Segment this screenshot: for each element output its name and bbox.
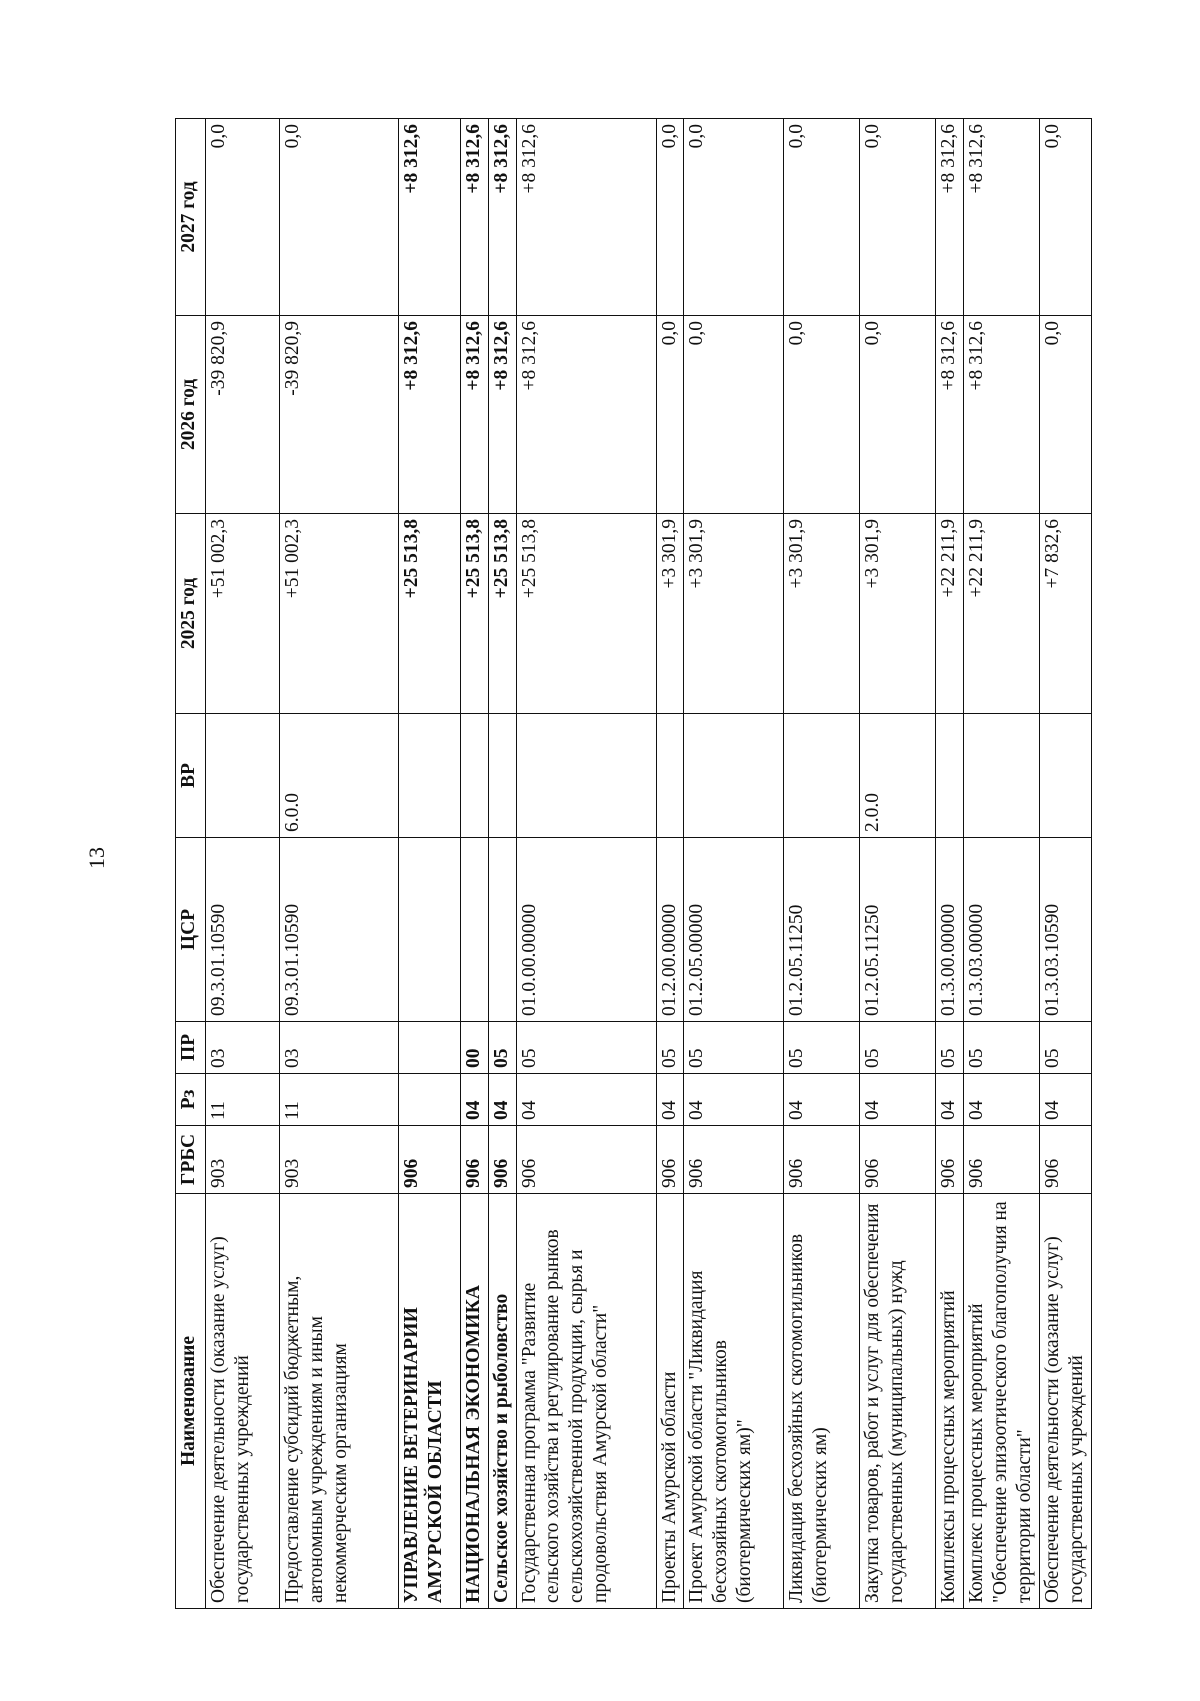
cell-vr [206, 714, 280, 838]
cell-grbs: 903 [206, 1126, 280, 1194]
cell-pr: 03 [280, 1022, 399, 1074]
table-row [860, 119, 936, 1609]
table-row [656, 119, 684, 1609]
cell-name: Комплексы процессных мероприятий [936, 1194, 964, 1609]
cell-2026: -39 820,9 [206, 316, 280, 514]
cell-csr: 09.3.01.10590 [280, 838, 399, 1022]
cell-2026: +8 312,6 [516, 316, 656, 514]
cell-csr [399, 838, 461, 1022]
table-row [399, 119, 461, 1609]
cell-name: Проекты Амурской области [656, 1194, 684, 1609]
cell-2027: 0,0 [656, 119, 684, 316]
table-row [206, 119, 280, 1609]
cell-pr: 05 [684, 1022, 784, 1074]
cell-2027: +8 312,6 [488, 119, 516, 316]
cell-name: Сельское хозяйство и рыболовство [488, 1194, 516, 1609]
cell-name: Ликвидация бесхозяйных скотомогильников (биотермических ям) [784, 1194, 860, 1609]
cell-grbs: 906 [516, 1126, 656, 1194]
cell-name: Обеспечение деятельности (оказание услуг) государственных учреждений [206, 1194, 280, 1609]
cell-2026: 0,0 [860, 316, 936, 514]
cell-grbs: 906 [656, 1126, 684, 1194]
cell-vr [516, 714, 656, 838]
table-row [461, 119, 489, 1609]
cell-rz: 04 [684, 1074, 784, 1126]
cell-2027: 0,0 [1040, 119, 1092, 316]
cell-csr: 01.2.05.00000 [684, 838, 784, 1022]
cell-rz: 04 [964, 1074, 1040, 1126]
header-vr: ВР [176, 714, 206, 838]
cell-csr: 01.0.00.00000 [516, 838, 656, 1022]
cell-rz: 11 [206, 1074, 280, 1126]
cell-2025: +3 301,9 [860, 514, 936, 714]
cell-2026: +8 312,6 [964, 316, 1040, 514]
cell-grbs: 906 [1040, 1126, 1092, 1194]
cell-pr: 05 [1040, 1022, 1092, 1074]
cell-pr: 03 [206, 1022, 280, 1074]
cell-2025: +51 002,3 [206, 514, 280, 714]
cell-name: УПРАВЛЕНИЕ ВЕТЕРИНАРИИ АМУРСКОЙ ОБЛАСТИ [399, 1194, 461, 1609]
cell-vr [964, 714, 1040, 838]
table-row [516, 119, 656, 1609]
header-name: Наименование [176, 1194, 206, 1609]
cell-rz: 04 [860, 1074, 936, 1126]
cell-2027: 0,0 [784, 119, 860, 316]
cell-name: Закупка товаров, работ и услуг для обеспечения государственных (муниципальных) нужд [860, 1194, 936, 1609]
cell-grbs: 906 [936, 1126, 964, 1194]
cell-2027: +8 312,6 [964, 119, 1040, 316]
cell-pr [399, 1022, 461, 1074]
cell-2025: +25 513,8 [488, 514, 516, 714]
header-csr: ЦСР [176, 838, 206, 1022]
cell-pr: 05 [964, 1022, 1040, 1074]
cell-2027: +8 312,6 [399, 119, 461, 316]
cell-2025: +22 211,9 [964, 514, 1040, 714]
budget-table [175, 118, 1092, 1609]
header-2026: 2026 год [176, 316, 206, 514]
cell-csr: 01.3.03.00000 [964, 838, 1040, 1022]
table-row [964, 119, 1040, 1609]
cell-rz: 04 [784, 1074, 860, 1126]
cell-2025: +3 301,9 [784, 514, 860, 714]
cell-pr: 05 [860, 1022, 936, 1074]
cell-2025: +3 301,9 [684, 514, 784, 714]
cell-pr: 05 [488, 1022, 516, 1074]
cell-grbs: 903 [280, 1126, 399, 1194]
cell-2026: +8 312,6 [461, 316, 489, 514]
cell-csr: 01.2.00.00000 [656, 838, 684, 1022]
cell-rz: 04 [488, 1074, 516, 1126]
cell-2027: 0,0 [206, 119, 280, 316]
cell-vr [1040, 714, 1092, 838]
cell-pr: 05 [656, 1022, 684, 1074]
header-grbs: ГРБС [176, 1126, 206, 1194]
table-row [684, 119, 784, 1609]
cell-csr: 01.2.05.11250 [860, 838, 936, 1022]
cell-pr: 05 [784, 1022, 860, 1074]
cell-pr: 00 [461, 1022, 489, 1074]
cell-2025: +22 211,9 [936, 514, 964, 714]
cell-2025: +25 513,8 [399, 514, 461, 714]
cell-2026: 0,0 [1040, 316, 1092, 514]
cell-2027: +8 312,6 [461, 119, 489, 316]
cell-rz [399, 1074, 461, 1126]
cell-grbs: 906 [488, 1126, 516, 1194]
cell-name: Государственная программа "Развитие сельского хозяйства и регулирование рынков сельскохозяйственной продукции, сырья и продовольствия Амурской области" [516, 1194, 656, 1609]
cell-rz: 04 [516, 1074, 656, 1126]
cell-grbs: 906 [964, 1126, 1040, 1194]
cell-name: Обеспечение деятельности (оказание услуг) государственных учреждений [1040, 1194, 1092, 1609]
cell-vr [461, 714, 489, 838]
cell-name: Комплекс процессных мероприятий "Обеспечение эпизоотического благополучия на территории области" [964, 1194, 1040, 1609]
cell-2027: 0,0 [860, 119, 936, 316]
cell-grbs: 906 [461, 1126, 489, 1194]
cell-2027: +8 312,6 [936, 119, 964, 316]
cell-name: НАЦИОНАЛЬНАЯ ЭКОНОМИКА [461, 1194, 489, 1609]
cell-2026: +8 312,6 [936, 316, 964, 514]
cell-pr: 05 [516, 1022, 656, 1074]
cell-2027: 0,0 [280, 119, 399, 316]
cell-2025: +25 513,8 [461, 514, 489, 714]
cell-vr: 2.0.0 [860, 714, 936, 838]
cell-grbs: 906 [399, 1126, 461, 1194]
cell-2026: +8 312,6 [399, 316, 461, 514]
header-rz: Рз [176, 1074, 206, 1126]
cell-grbs: 906 [784, 1126, 860, 1194]
cell-vr: 6.0.0 [280, 714, 399, 838]
cell-2025: +25 513,8 [516, 514, 656, 714]
cell-vr [399, 714, 461, 838]
cell-rz: 11 [280, 1074, 399, 1126]
cell-csr: 09.3.01.10590 [206, 838, 280, 1022]
cell-vr [656, 714, 684, 838]
table-row [936, 119, 964, 1609]
table-row [488, 119, 516, 1609]
cell-2025: +7 832,6 [1040, 514, 1092, 714]
header-2027: 2027 год [176, 119, 206, 316]
cell-2026: -39 820,9 [280, 316, 399, 514]
cell-2026: 0,0 [784, 316, 860, 514]
table-header-row [176, 119, 206, 1609]
cell-2026: +8 312,6 [488, 316, 516, 514]
cell-name: Проект Амурской области "Ликвидация бесхозяйных скотомогильников (биотермических ям)" [684, 1194, 784, 1609]
header-2025: 2025 год [176, 514, 206, 714]
cell-grbs: 906 [684, 1126, 784, 1194]
cell-rz: 04 [1040, 1074, 1092, 1126]
cell-vr [784, 714, 860, 838]
cell-grbs: 906 [860, 1126, 936, 1194]
cell-csr [461, 838, 489, 1022]
table-row [280, 119, 399, 1609]
page-number: 13 [84, 847, 109, 869]
cell-csr: 01.3.00.00000 [936, 838, 964, 1022]
cell-name: Предоставление субсидий бюджетным, автономным учреждениям и иным некоммерческим организациям [280, 1194, 399, 1609]
cell-2026: 0,0 [656, 316, 684, 514]
cell-csr [488, 838, 516, 1022]
cell-vr [684, 714, 784, 838]
rotated-table-container [175, 119, 1095, 1609]
header-pr: ПР [176, 1022, 206, 1074]
cell-pr: 05 [936, 1022, 964, 1074]
cell-2026: 0,0 [684, 316, 784, 514]
cell-2027: 0,0 [684, 119, 784, 316]
cell-rz: 04 [936, 1074, 964, 1126]
cell-vr [936, 714, 964, 838]
cell-2025: +3 301,9 [656, 514, 684, 714]
cell-vr [488, 714, 516, 838]
table-row [784, 119, 860, 1609]
cell-rz: 04 [461, 1074, 489, 1126]
cell-2025: +51 002,3 [280, 514, 399, 714]
cell-2027: +8 312,6 [516, 119, 656, 316]
table-row [1040, 119, 1092, 1609]
cell-csr: 01.3.03.10590 [1040, 838, 1092, 1022]
cell-rz: 04 [656, 1074, 684, 1126]
cell-csr: 01.2.05.11250 [784, 838, 860, 1022]
